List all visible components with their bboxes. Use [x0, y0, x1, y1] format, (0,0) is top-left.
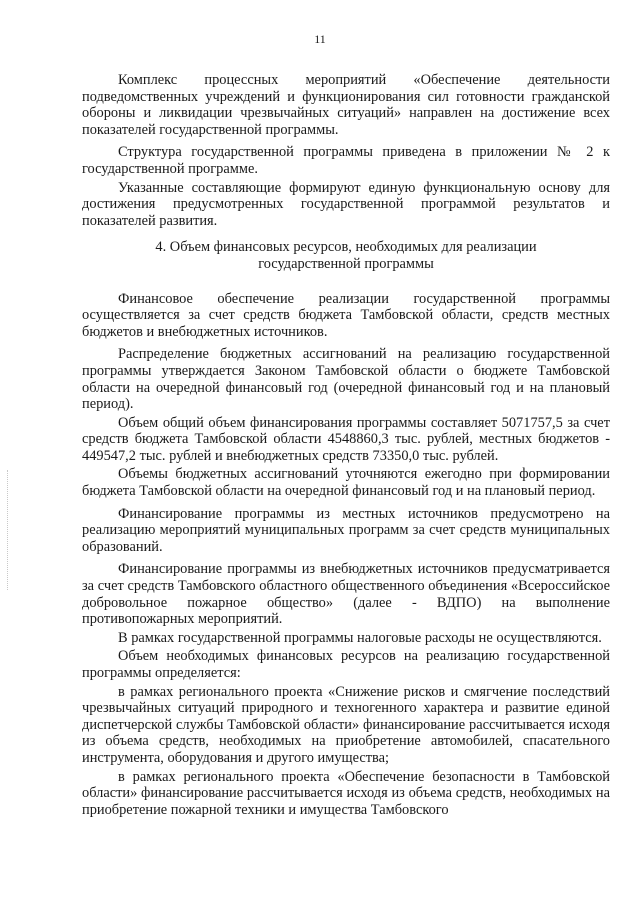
paragraph-extrabudgetary-sources: Финансирование программы из внебюджетных источников предусматривается за счет средств Тамбовского областного общественного объединения «Всероссийское добровольное пожарное общество» (далее - ВДПО) на выполнение противопожарных мероприятий.	[82, 561, 610, 628]
paragraph-regional-project-emergency: в рамках регионального проекта «Снижение рисков и смягчение последствий чрезвычайных ситуаций природного и техногенного характера и развитие единой диспетчерской службы Тамбовской области» финансирование рассчитывается исходя из объема средств, необходимых на приобретение автомобилей, спасательного инструмента, оборудования и другого имущества;	[82, 683, 610, 766]
paragraph-structure: Структура государственной программы приведена в приложении № 2 к государственной программе.	[82, 144, 610, 177]
paragraph-budget-distribution: Распределение бюджетных ассигнований на реализацию государственной программы утверждается Законом Тамбовской области о бюджете Тамбовской области на очередной финансовый год (очередной финансовый год и на плановый период).	[82, 346, 610, 413]
paragraph-total-volume: Объем общий объем финансирования программы составляет 5071757,5 за счет средств бюджета Тамбовской области 4548860,3 тыс. рублей, местных бюджетов - 449547,2 тыс. рублей и внебюджетных средств 73350,0 тыс. рублей.	[82, 414, 610, 464]
paragraph-tax-expenses: В рамках государственной программы налоговые расходы не осуществляются.	[118, 629, 602, 646]
paragraph-local-sources: Финансирование программы из местных источников предусмотрено на реализацию мероприятий муниципальных программ за счет средств муниципальных образований.	[82, 505, 610, 555]
margin-scan-mark	[7, 470, 9, 590]
paragraph-financing-sources: Финансовое обеспечение реализации государственной программы осуществляется за счет средств бюджета Тамбовской области, средств местных бюджетов и внебюджетных источников.	[82, 290, 610, 340]
page-number: 11	[314, 32, 326, 46]
section-heading: 4. Объем финансовых ресурсов, необходимых для реализации государственной программы	[155, 239, 537, 272]
paragraph-budget-refinement: Объемы бюджетных ассигнований уточняются ежегодно при формировании бюджета Тамбовской области на очередной финансовый год и на плановый период.	[82, 466, 610, 500]
paragraph-complex-measures: Комплекс процессных мероприятий «Обеспечение деятельности подведомственных учреждений и функционирования сил готовности гражданской обороны и ликвидации чрезвычайных ситуаций» направлен на достижение всех показателей государственной программы.	[82, 72, 610, 138]
paragraph-resource-volume: Объем необходимых финансовых ресурсов на реализацию государственной программы определяется:	[82, 648, 610, 681]
paragraph-components: Указанные составляющие формируют единую функциональную основу для достижения предусмотренных государственной программой результатов и показателей развития.	[82, 179, 610, 229]
paragraph-regional-project-safety: в рамках регионального проекта «Обеспечение безопасности в Тамбовской области» финансирование рассчитывается исходя из объема средств, необходимых на приобретение пожарной техники и имущества Тамбовского	[82, 768, 610, 818]
document-body	[82, 72, 610, 820]
